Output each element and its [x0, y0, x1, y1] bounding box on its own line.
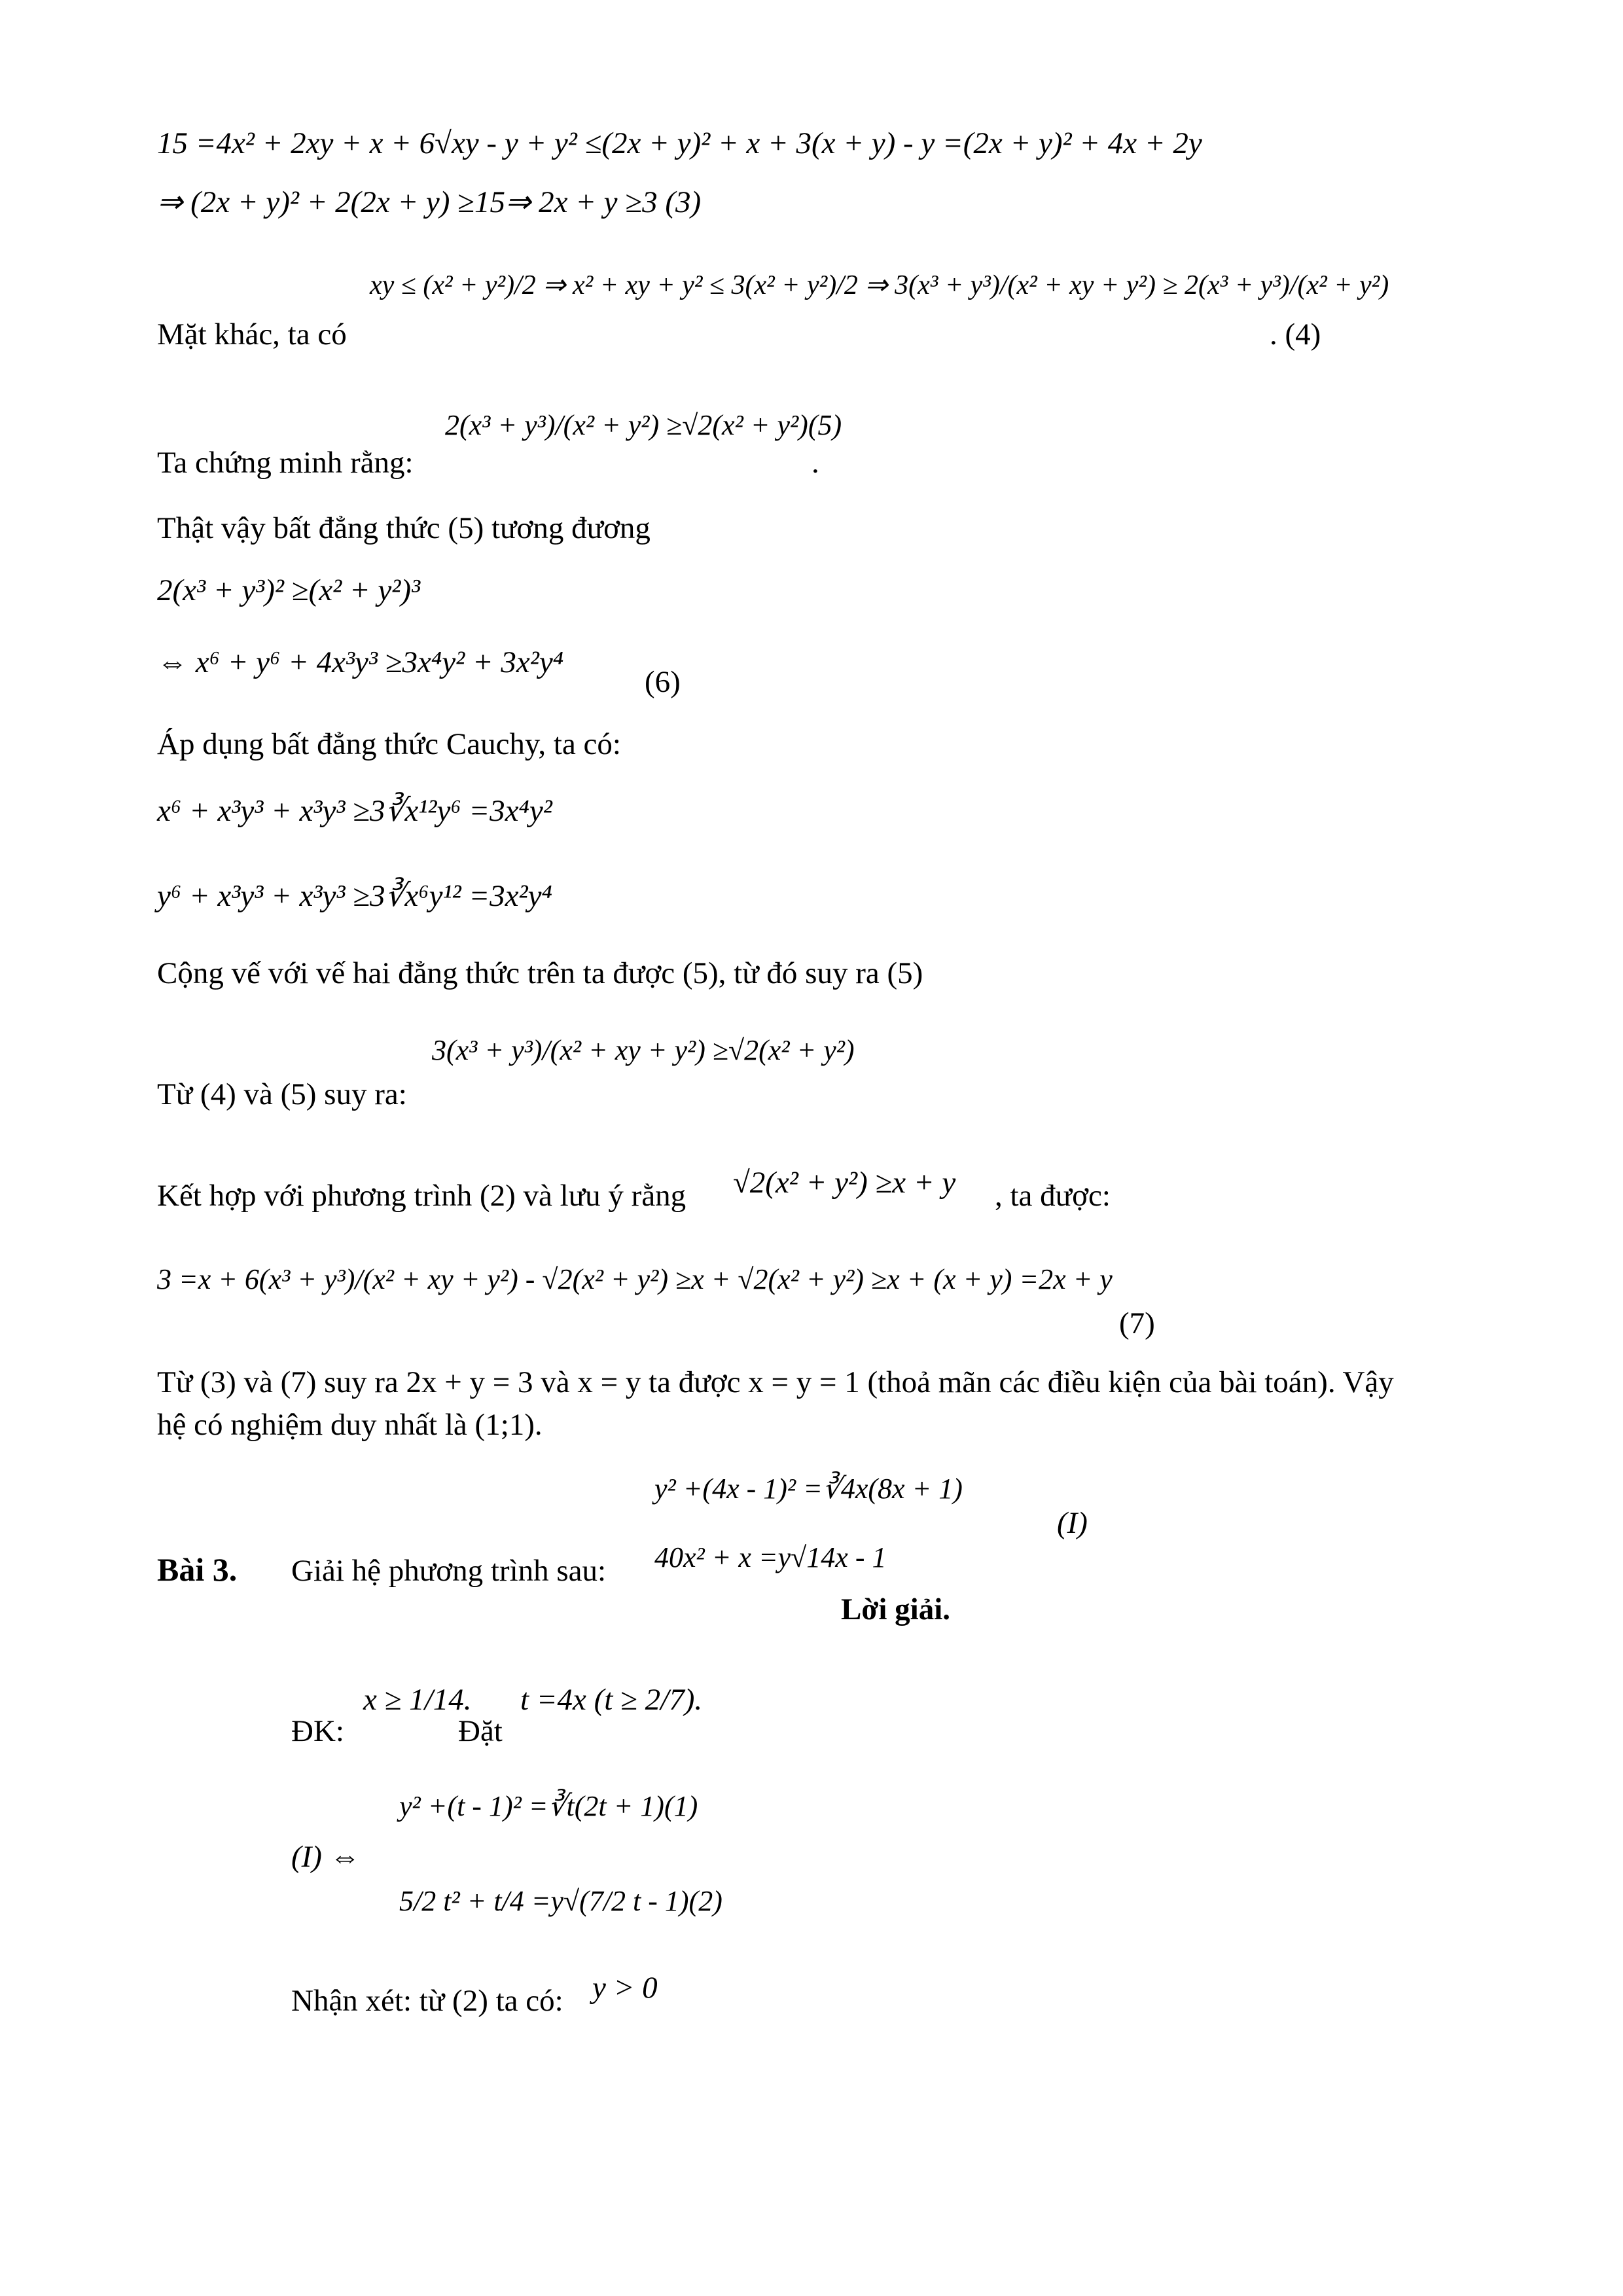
equation-line-6: 2(x³ + y³)² ≥(x² + y²)³: [157, 573, 421, 607]
dat-substitution: t =4x (t ≥ 2/7).: [520, 1683, 703, 1717]
text-ket-hop: Kết hợp với phương trình (2) và lưu ý rằng: [157, 1179, 687, 1213]
text-ta-chung-minh: Ta chứng minh rằng:: [157, 446, 414, 480]
text-that-vay: Thật vậy bất đẳng thức (5) tương đương: [157, 511, 651, 545]
dk-label: ĐK:: [291, 1714, 344, 1748]
dot: .: [812, 446, 819, 480]
text-cong-ve: Cộng vế với vế hai đẳng thức trên ta được (5), từ đó suy ra (5): [157, 956, 923, 990]
equation-line-7: ⇔ x⁶ + y⁶ + 4x³y³ ≥3x⁴y² + 3x²y⁴: [157, 645, 564, 679]
label-4: . (4): [1270, 317, 1321, 351]
equation-line-9: x⁶ + x³y³ + x³y³ ≥3∛x¹²y⁶ =3x⁴y²: [157, 794, 552, 828]
dk-condition: x ≥ 1/14.: [363, 1683, 472, 1717]
dat-label: Đặt: [458, 1714, 503, 1748]
label-6: (6): [645, 665, 681, 699]
text-he-co-nghiem: hệ có nghiệm duy nhất là (1;1).: [157, 1408, 543, 1442]
equation-inline-13: √2(x² + y²) ≥x + y: [733, 1166, 956, 1200]
text-ta-duoc: , ta được:: [995, 1179, 1111, 1213]
equation-line-2: ⇒ (2x + y)² + 2(2x + y) ≥15⇒ 2x + y ≥3 (3): [157, 185, 702, 219]
text-mat-khac: Mặt khác, ta có: [157, 317, 347, 351]
equation-line-14: 3 =x + 6(x³ + y³)/(x² + xy + y²) - √2(x² + y²) ≥x + √2(x² + y²) ≥x + (x + y) =2x + y: [157, 1263, 1113, 1295]
bai3-system-label: (I): [1057, 1506, 1088, 1540]
system-equivalence-label: (I) ⇔: [291, 1840, 361, 1874]
bai3-equation-1: y² +(4x - 1)² =∛4x(8x + 1): [654, 1473, 963, 1505]
bai3-equation-2: 40x² + x =y√14x - 1: [654, 1541, 887, 1573]
label-7: (7): [1119, 1306, 1155, 1340]
text-tu-4-va-5: Từ (4) và (5) suy ra:: [157, 1077, 407, 1111]
equation-line-4: 2(x³ + y³)/(x² + y²) ≥√2(x² + y²)(5): [445, 409, 842, 441]
bai3-title: Bài 3.: [157, 1551, 238, 1588]
loi-giai-heading: Lời giải.: [841, 1592, 951, 1626]
equation-line-1: 15 =4x² + 2xy + x + 6√xy - y + y² ≤(2x + y)² + x + 3(x + y) - y =(2x + y)² + 4x + 2y: [157, 126, 1202, 160]
equation-line-3: xy ≤ (x² + y²)/2 ⇒ x² + xy + y² ≤ 3(x² + y²)/2 ⇒ 3(x³ + y³)/(x² + xy + y²) ≥ 2(x³ + y³)/(x² + y²): [370, 270, 1389, 300]
equation-line-12: 3(x³ + y³)/(x² + xy + y²) ≥√2(x² + y²): [432, 1034, 855, 1066]
nhan-xet-text: Nhận xét: từ (2) ta có:: [291, 1984, 563, 2018]
nhan-xet-math: y > 0: [592, 1971, 658, 2005]
system-equation-2: 5/2 t² + t/4 =y√(7/2 t - 1)(2): [399, 1885, 722, 1917]
bai3-text: Giải hệ phương trình sau:: [291, 1554, 607, 1588]
text-tu-3-va-7: Từ (3) và (7) suy ra 2x + y = 3 và x = y ta được x = y = 1 (thoả mãn các điều kiện của bài toán). Vậy: [157, 1365, 1394, 1399]
equation-line-10: y⁶ + x³y³ + x³y³ ≥3∛x⁶y¹² =3x²y⁴: [157, 879, 552, 913]
system-equation-1: y² +(t - 1)² =∛t(2t + 1)(1): [399, 1790, 698, 1822]
text-ap-dung: Áp dụng bất đẳng thức Cauchy, ta có:: [157, 727, 621, 761]
